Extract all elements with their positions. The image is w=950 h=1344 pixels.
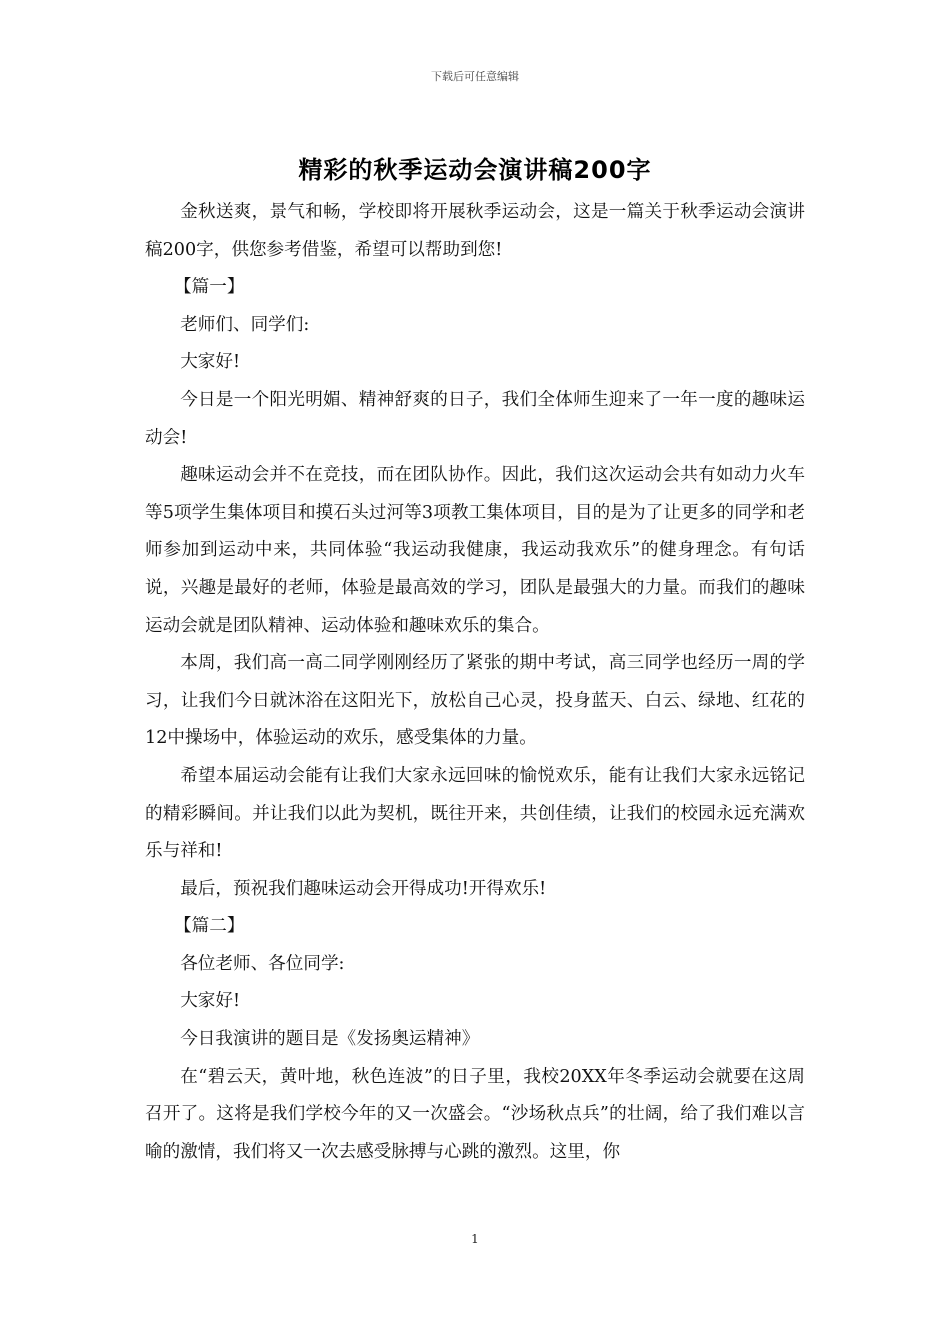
paragraph-greeting: 大家好! (180, 991, 241, 1012)
paragraph-topic: 今日我演讲的题目是《发扬奥运精神》 (180, 1029, 480, 1050)
paragraph: 本周，我们高一高二同学刚刚经历了紧张的期中考试，高三同学也经历一周的学习，让我们今日就沐浴在这阳光下，放松自己心灵，投身蓝天、白云、绿地、红花的12中操场中，体验运动的欢乐，感受集体的力量。 (145, 653, 805, 749)
paragraph: 最后，预祝我们趣味运动会开得成功!开得欢乐! (180, 878, 547, 899)
page-header: 下载后可任意编辑 (431, 70, 519, 83)
section-heading-2: 【篇二】 (174, 916, 245, 937)
paragraph-salutation: 各位老师、各位同学: (180, 953, 345, 974)
paragraph-intro: 金秋送爽，景气和畅，学校即将开展秋季运动会，这是一篇关于秋季运动会演讲稿200字，供您参考借鉴，希望可以帮助到您! (145, 202, 805, 260)
page-number: 1 (471, 1232, 479, 1246)
document-body (145, 194, 805, 1171)
document-title: 精彩的秋季运动会演讲稿200字 (298, 156, 652, 184)
paragraph: 在“碧云天，黄叶地，秋色连波”的日子里，我校20XX年冬季运动会就要在这周召开了。这将是我们学校今年的又一次盛会。“沙场秋点兵”的壮阔，给了我们难以言喻的激情，我们将又一次去感受脉搏与心跳的激烈。这里，你 (145, 1066, 805, 1162)
section-heading-1: 【篇一】 (174, 277, 245, 298)
paragraph-greeting: 大家好! (180, 352, 241, 373)
paragraph: 希望本届运动会能有让我们大家永远回味的愉悦欢乐，能有让我们大家永远铭记的精彩瞬间。并让我们以此为契机，既往开来，共创佳绩，让我们的校园永远充满欢乐与祥和! (145, 765, 805, 862)
paragraph: 趣味运动会并不在竞技，而在团队协作。因此，我们这次运动会共有如动力火车等5项学生集体项目和摸石头过河等3项教工集体项目，目的是为了让更多的同学和老师参加到运动中来，共同体验“我运动我健康，我运动我欢乐”的健身理念。有句话说，兴趣是最好的老师，体验是最高效的学习，团队是最强大的力量。而我们的趣味运动会就是团队精神、运动体验和趣味欢乐的集合。 (145, 465, 805, 636)
paragraph: 今日是一个阳光明媚、精神舒爽的日子，我们全体师生迎来了一年一度的趣味运动会! (145, 389, 805, 448)
paragraph-salutation: 老师们、同学们: (180, 314, 310, 335)
